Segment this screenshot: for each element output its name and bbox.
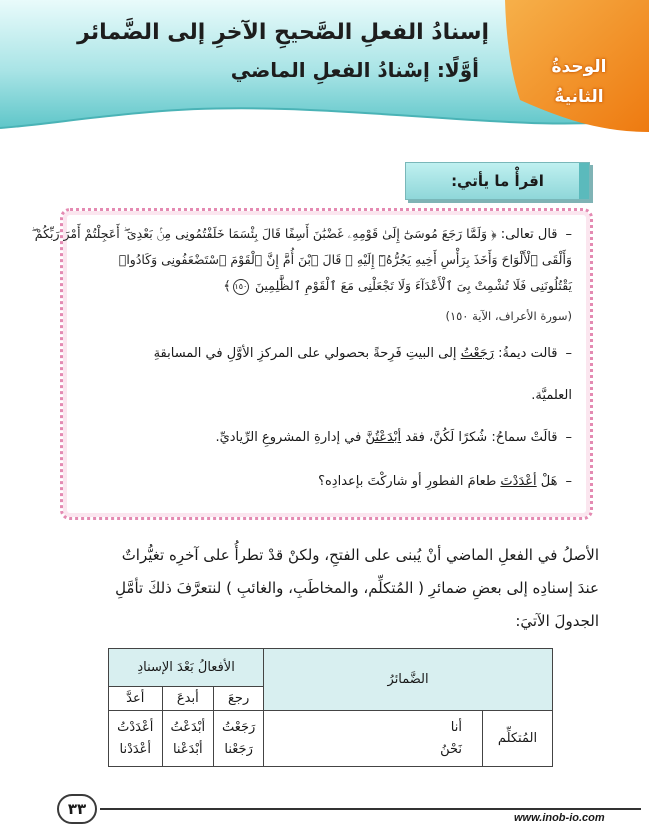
website-url[interactable]: www.inob-io.com	[514, 812, 605, 824]
quran-text-1: ﴿ وَلَمَّا رَجَعَ مُوسَىٰٓ إِلَىٰ قَوْمِهِۦ غَضْبَٰنَ أَسِفًا قَالَ بِئْسَمَا خَلَفْتُمُونِى مِنۢ بَعْدِىٓ ۖ أَعَجِلْتُمْ أَمْرَ رَبِّكُمْ ۖ	[31, 226, 497, 241]
explanation-line-3: الجدولَ الآتيَ:	[515, 612, 599, 630]
verb-cell-3	[109, 711, 163, 767]
unit-badge	[529, 52, 629, 112]
verb-form: أعْدَدْتُ	[117, 719, 154, 735]
quran-line-1	[31, 225, 572, 244]
quran-close-bracket-icon: ﴾	[223, 279, 231, 294]
bullet-dash: –	[565, 227, 572, 242]
explanation-line-1: الأصلُ في الفعلِ الماضي أنْ يُبنى على الفتحِ، ولكنْ قدْ تطرأُ على آخرِه تغيُّراتٌ	[121, 546, 599, 564]
example-3-text-a: قالَتْ سماحُ: شُكرًا لَكُنَّ، فقد	[401, 430, 558, 445]
read-instruction-label	[405, 162, 590, 200]
pronoun-singular: أنا	[450, 719, 462, 735]
read-instruction-text: اقرأْ ما يأتي:	[451, 172, 544, 190]
header-pronouns: الضَّمائرُ	[264, 649, 553, 711]
verb-form: أعْدَدْنا	[119, 741, 152, 757]
unit-word: الوحدةُ	[551, 57, 607, 77]
example-4-text-b: طعامَ الفطورِ أو شاركْتَ بإعدادِه؟	[318, 474, 501, 489]
verb-cell-1	[214, 711, 264, 767]
pronoun-category: المُتكلِّم	[483, 711, 553, 767]
example-3-verb: أبْدَعْتُنَّ	[365, 430, 402, 445]
reading-box	[31, 208, 593, 520]
unit-number: الثانيةُ	[554, 87, 604, 107]
example-2-line-2: العلميَّة.	[531, 388, 572, 403]
example-3-text-b: في إدارةِ المشروعِ الرِّياديِّ.	[215, 430, 366, 445]
footer-divider	[100, 808, 641, 810]
lesson-subtitle: أوَّلًا: إسْنادُ الفعلِ الماضي	[230, 58, 479, 82]
verb-form: أبْدَعْتُ	[170, 719, 206, 735]
pronoun-plural: نَحْنُ	[440, 741, 462, 757]
verb-form: أبْدَعْنا	[172, 741, 203, 757]
example-3	[79, 429, 572, 447]
conjugation-table	[108, 648, 553, 767]
table-row	[109, 711, 553, 767]
example-2-text-a: قالت ديمةُ:	[494, 346, 558, 361]
header-verbs-after: الأفعالُ بَعْدَ الإسنادِ	[109, 649, 264, 687]
explanation-line-2: عندَ إسنادِه إلى بعضِ ضمائرِ ( المُتكلِّم، والمخاطَبِ، والغائبِ ) لنتعرَّفَ ذلكَ تأمَّلِ	[115, 579, 599, 597]
bullet-dash: –	[565, 430, 572, 445]
example-2-verb: رَجَعْتُ	[460, 346, 495, 361]
example-2-line-1	[79, 345, 572, 363]
quran-intro: قال تعالى:	[500, 227, 558, 242]
verb-header-2: أبدعَ	[162, 687, 214, 711]
bullet-dash: –	[565, 474, 572, 489]
quran-line-3	[79, 277, 572, 296]
quran-line-2: وَأَلْقَى ٱلْأَلْوَاحَ وَأَخَذَ بِرَأْسِ أَخِيهِ يَجُرُّهُۥٓ إِلَيْهِ ۚ قَالَ ٱبْنَ أُمَّ إِنَّ ٱلْقَوْمَ ٱسْتَضْعَفُونِى وَكَادُوا۟	[118, 252, 572, 267]
example-4-text-a: هَلْ	[536, 474, 558, 489]
verb-cell-2	[162, 711, 214, 767]
verb-form: رَجَعْتُ	[221, 719, 256, 735]
verb-form: رَجَعْنا	[224, 741, 253, 757]
lesson-title: إسنادُ الفعلِ الصَّحيحِ الآخرِ إلى الضَّمائر	[77, 20, 489, 45]
example-4-verb: أعْدَدْتَ	[500, 474, 537, 489]
header-banner	[0, 0, 649, 140]
verb-header-3: أعدَّ	[109, 687, 163, 711]
example-4	[79, 473, 572, 491]
quran-reference: (سورة الأعراف، الآية ١٥٠)	[445, 309, 572, 323]
pronoun-cell	[264, 711, 483, 767]
verse-number-ornament: ١٥٠	[233, 279, 249, 295]
verb-header-1: رجعَ	[214, 687, 264, 711]
example-2-text-b: إلى البيتِ فَرِحةً بحصولي على المركزِ الأوَّلِ في المسابقةِ	[153, 346, 461, 361]
page-number: ٣٣	[57, 794, 97, 824]
quran-text-3: يَقْتُلُونَنِى فَلَا تُشْمِتْ بِىَ ٱلْأَعْدَآءَ وَلَا تَجْعَلْنِى مَعَ ٱلْقَوْمِ ٱلظَّٰلِمِينَ	[255, 278, 572, 293]
bullet-dash: –	[565, 346, 572, 361]
label-accent	[579, 163, 589, 199]
